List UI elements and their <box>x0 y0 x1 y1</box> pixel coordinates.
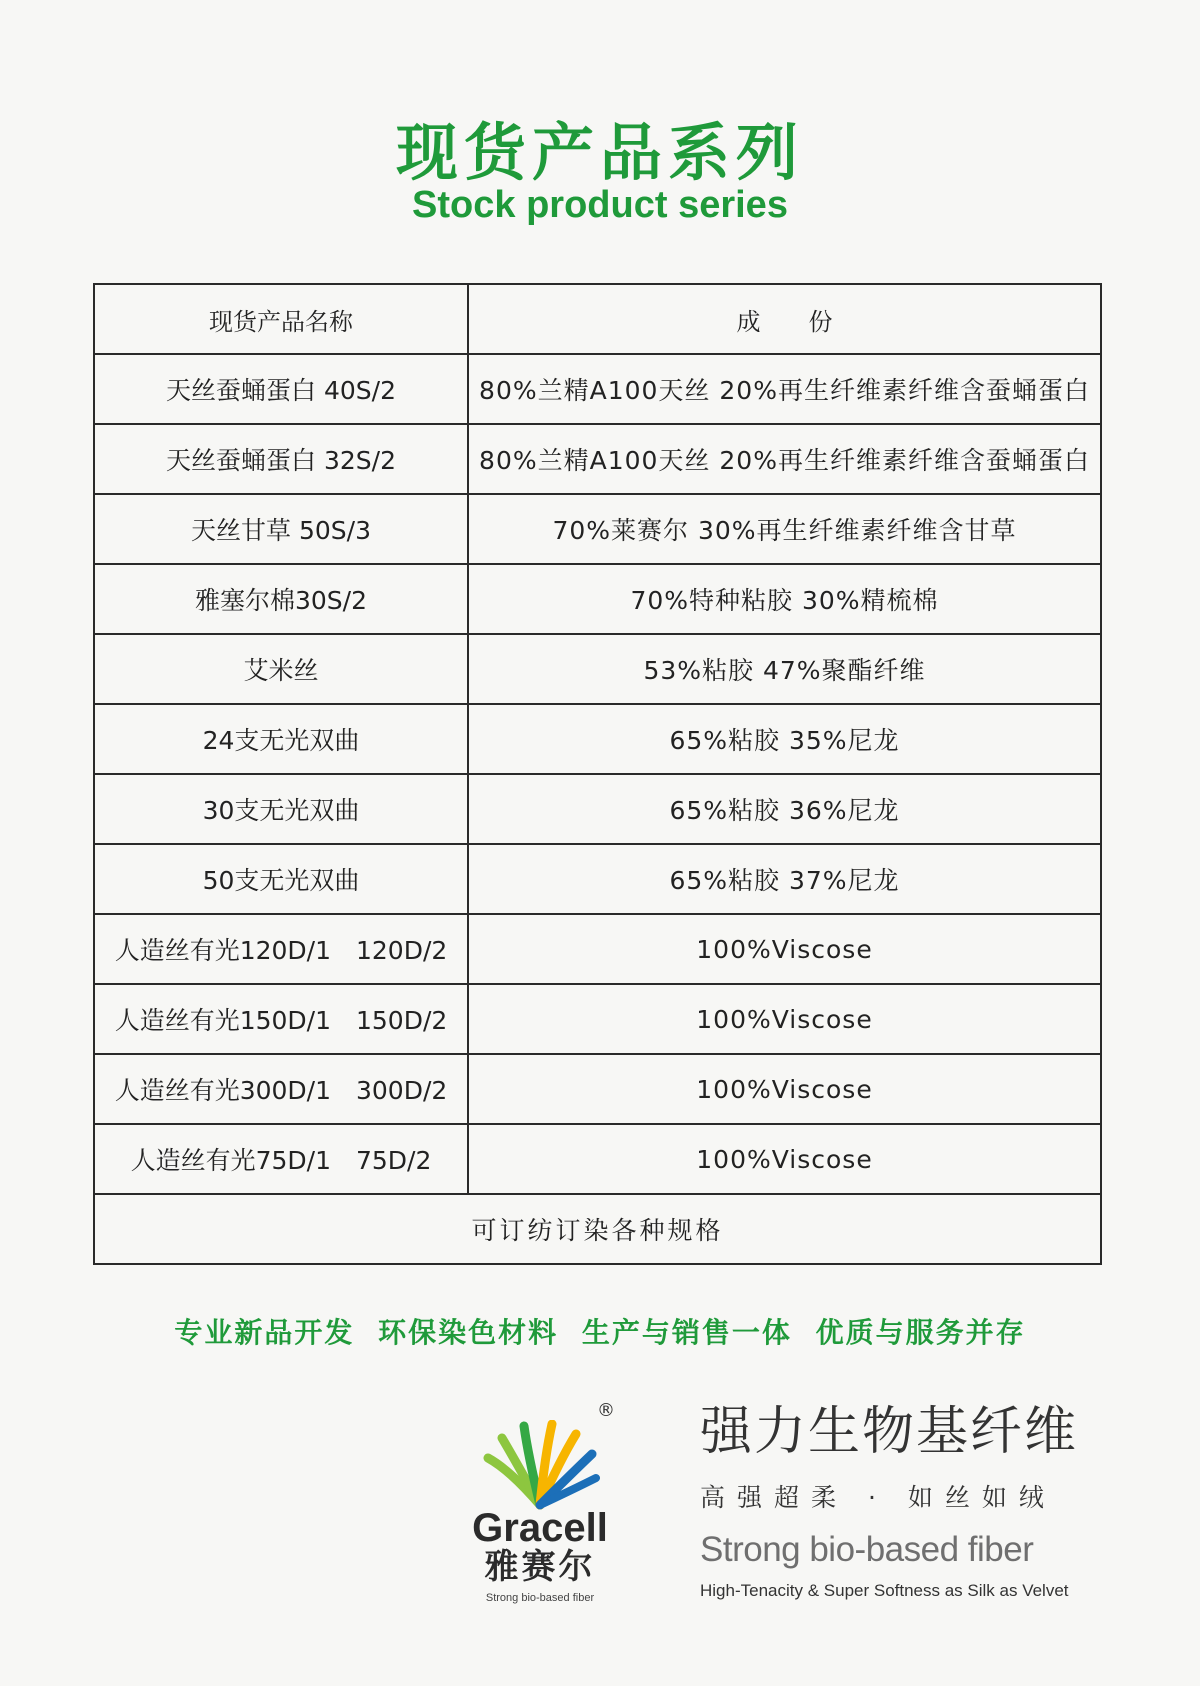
product-name-cell: 天丝蚕蛹蛋白 32S/2 <box>94 424 468 494</box>
table-row <box>94 774 1101 844</box>
composition-cell: 65%粘胶 37%尼龙 <box>468 844 1101 914</box>
composition-cell: 100%Viscose <box>468 984 1101 1054</box>
fan-logo-icon <box>480 1420 600 1510</box>
table-row <box>94 1054 1101 1124</box>
table-row <box>94 564 1101 634</box>
composition-cell: 100%Viscose <box>468 1054 1101 1124</box>
table-header-row <box>94 284 1101 354</box>
custom-spec-note: 可订纺订染各种规格 <box>94 1194 1101 1264</box>
page-title-cn: 现货产品系列 <box>395 116 804 189</box>
subheadline-cn: 高强超柔 · 如丝如绒 <box>700 1483 1056 1512</box>
composition-cell: 80%兰精A100天丝 20%再生纤维素纤维含蚕蛹蛋白 <box>468 424 1101 494</box>
table-row <box>94 634 1101 704</box>
product-name-cell: 人造丝有光75D/1 75D/2 <box>94 1124 468 1194</box>
stock-product-table <box>93 283 1102 1265</box>
composition-cell: 100%Viscose <box>468 1124 1101 1194</box>
composition-cell: 53%粘胶 47%聚酯纤维 <box>468 634 1101 704</box>
table-row <box>94 704 1101 774</box>
table-row <box>94 1124 1101 1194</box>
product-name-cell: 24支无光双曲 <box>94 704 468 774</box>
table-row <box>94 354 1101 424</box>
composition-cell: 70%特种粘胶 30%精梳棉 <box>468 564 1101 634</box>
table-row <box>94 424 1101 494</box>
composition-cell: 100%Viscose <box>468 914 1101 984</box>
brand-name-cn: 雅赛尔 <box>484 1547 596 1587</box>
header-composition: 成 份 <box>468 284 1101 354</box>
product-name-cell: 天丝甘草 50S/3 <box>94 494 468 564</box>
headline-cn: 强力生物基纤维 <box>700 1402 1079 1462</box>
product-name-cell: 艾米丝 <box>94 634 468 704</box>
headline-en: Strong bio-based fiber <box>700 1530 1034 1569</box>
product-name-cell: 雅塞尔棉30S/2 <box>94 564 468 634</box>
composition-cell: 70%莱赛尔 30%再生纤维素纤维含甘草 <box>468 494 1101 564</box>
brand-name-en: Gracell <box>472 1506 608 1550</box>
brand-tagline: Strong bio-based fiber <box>485 1592 595 1604</box>
composition-cell: 80%兰精A100天丝 20%再生纤维素纤维含蚕蛹蛋白 <box>468 354 1101 424</box>
header-product-name: 现货产品名称 <box>94 284 468 354</box>
table-row <box>94 494 1101 564</box>
subheadline-en: High-Tenacity & Super Softness as Silk as Velvet <box>700 1581 1069 1600</box>
table-footer-row <box>94 1194 1101 1264</box>
company-slogan: 专业新品开发 环保染色材料 生产与销售一体 优质与服务并存 <box>174 1316 1026 1349</box>
product-name-cell: 人造丝有光150D/1 150D/2 <box>94 984 468 1054</box>
brand-statement <box>700 1400 1110 1601</box>
product-name-cell: 人造丝有光120D/1 120D/2 <box>94 914 468 984</box>
table-row <box>94 914 1101 984</box>
gracell-logo <box>450 1400 630 1610</box>
product-name-cell: 50支无光双曲 <box>94 844 468 914</box>
composition-cell: 65%粘胶 36%尼龙 <box>468 774 1101 844</box>
composition-cell: 65%粘胶 35%尼龙 <box>468 704 1101 774</box>
page-title-en: Stock product series <box>412 184 788 226</box>
table-row <box>94 984 1101 1054</box>
table-row <box>94 844 1101 914</box>
product-name-cell: 人造丝有光300D/1 300D/2 <box>94 1054 468 1124</box>
product-name-cell: 30支无光双曲 <box>94 774 468 844</box>
registered-mark: ® <box>597 1400 615 1421</box>
product-name-cell: 天丝蚕蛹蛋白 40S/2 <box>94 354 468 424</box>
